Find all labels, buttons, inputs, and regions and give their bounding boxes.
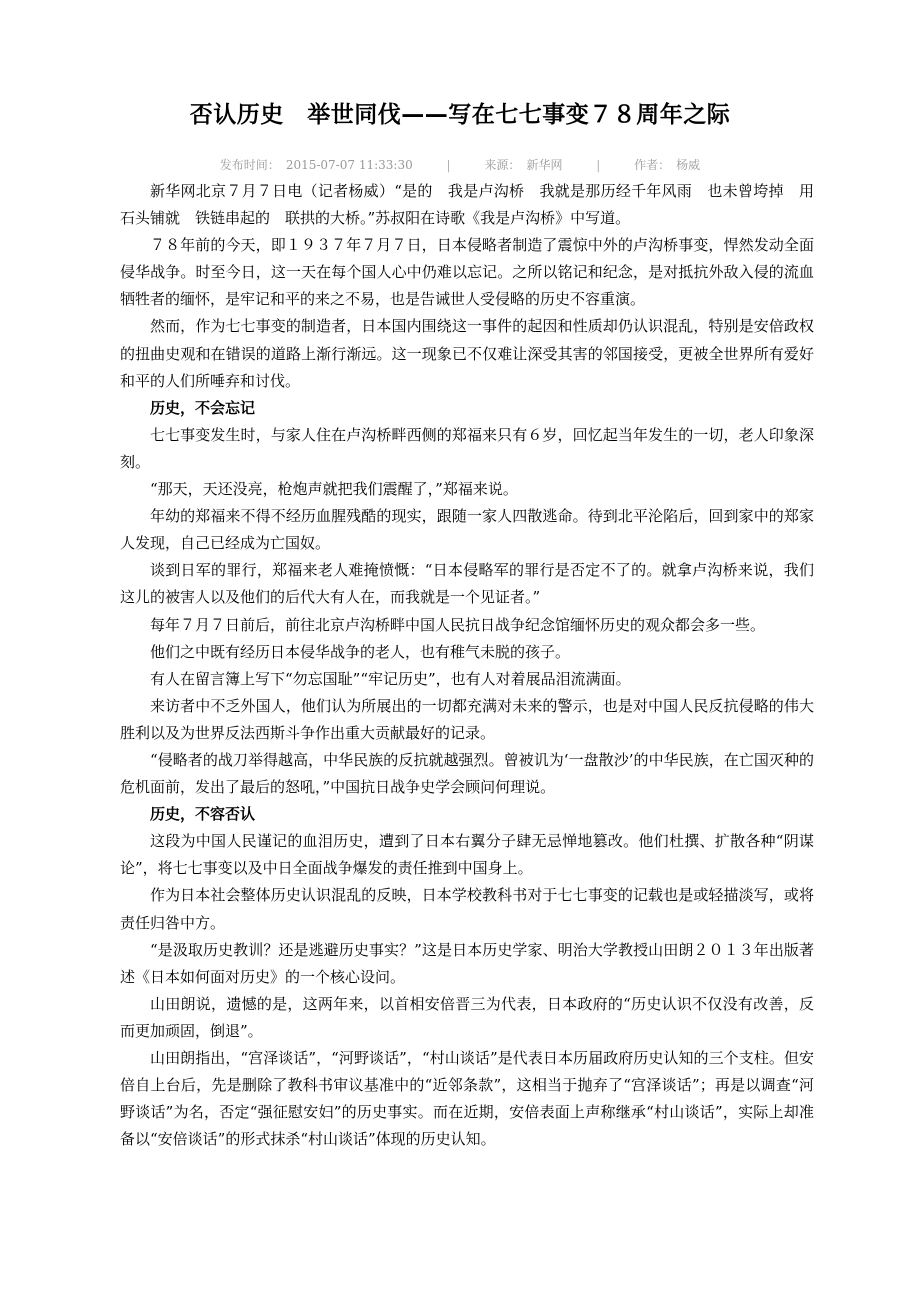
article-meta <box>0 155 920 175</box>
paragraph: 年幼的郑福来不得不经历血腥残酷的现实，跟随一家人四散逃命。待到北平沦陷后，回到家中的郑家人发现，自己已经成为亡国奴。 <box>120 507 814 553</box>
paragraph: 来访者中不乏外国人，他们认为所展出的一切都充满对未来的警示，也是对中国人民反抗侵略的伟大胜利以及为世界反法西斯斗争作出重大贡献最好的记录。 <box>120 696 814 742</box>
paragraph: 有人在留言簿上写下“勿忘国耻”“牢记历史”，也有人对着展品泪流满面。 <box>150 669 631 688</box>
paragraph: 山田朗指出，“宫泽谈话”，“河野谈话”，“村山谈话”是代表日本历届政府历史认知的三个支柱。但安倍自上台后，先是删除了教科书审议基准中的“近邻条款”，这相当于抛弃了“宫泽谈话”；再是以调查“河野谈话”为名，否定“强征慰安妇”的历史事实。而在近期，安倍表面上声称继承“村山谈话”，实际上却准备以“安倍谈话”的形式抹杀“村山谈话”体现的历史认知。 <box>120 1049 814 1149</box>
publish-time-label: 发布时间： <box>219 158 280 172</box>
paragraph: 山田朗说，遗憾的是，这两年来，以首相安倍晋三为代表，日本政府的“历史认识不仅没有改善，反而更加顽固，倒退”。 <box>120 994 814 1040</box>
paragraph: “那天，天还没亮，枪炮声就把我们震醒了，”郑福来说。 <box>150 480 518 499</box>
section-heading: 历史，不容否认 <box>150 805 256 824</box>
source: 新华网 <box>526 158 563 172</box>
source-label: 来源： <box>484 158 521 172</box>
paragraph: 谈到日军的罪行，郑福来老人难掩愤慨：“日本侵略军的罪行是否定不了的。就拿卢沟桥来说，我们这儿的被害人以及他们的后代大有人在，而我就是一个见证者。” <box>120 561 814 607</box>
paragraph: “侵略者的战刀举得越高，中华民族的反抗就越强烈。曾被讥为‘一盘散沙’的中华民族，在亡国灭种的危机面前，发出了最后的怒吼，”中国抗日战争史学会顾问何理说。 <box>120 750 814 797</box>
article-title: 否认历史 举世同伐——写在七七事变７８周年之际 <box>189 102 731 128</box>
paragraph: ７８年前的今天，即１９３７年７月７日，日本侵略者制造了震惊中外的卢沟桥事变，悍然发动全面侵华战争。时至今日，这一天在每个国人心中仍难以忘记。之所以铭记和纪念，是对抵抗外敌入侵的流血牺牲者的缅怀，是牢记和平的来之不易，也是告诫世人受侵略的历史不容重演。 <box>120 236 814 309</box>
article-body <box>120 178 814 1153</box>
author-label: 作者： <box>634 158 671 172</box>
paragraph: 然而，作为七七事变的制造者，日本国内围绕这一事件的起因和性质却仍认识混乱，特别是安倍政权的扭曲史观和在错误的道路上渐行渐远。这一现象已不仅难让深受其害的邻国接受，更被全世界所有爱好和平的人们所唾弃和讨伐。 <box>120 317 814 390</box>
paragraph: “是汲取历史教训？还是逃避历史事实？”这是日本历史学家、明治大学教授山田朗２０１３年出版著述《日本如何面对历史》的一个核心设问。 <box>120 940 814 986</box>
author: 杨威 <box>676 158 701 172</box>
paragraph: 新华网北京７月７日电（记者杨威）“是的 我是卢沟桥 我就是那历经千年风雨 也未曾垮掉 用石头铺就 铁链串起的 联拱的大桥。”苏叔阳在诗歌《我是卢沟桥》中写道。 <box>120 182 814 228</box>
paragraph: 这段为中国人民谨记的血泪历史，遭到了日本右翼分子肆无忌惮地篡改。他们杜撰、扩散各种“阴谋论”，将七七事变以及中日全面战争爆发的责任推到中国身上。 <box>120 832 814 878</box>
publish-time: 2015-07-07 11:33:30 <box>285 158 413 172</box>
paragraph: 作为日本社会整体历史认识混乱的反映，日本学校教科书对于七七事变的记载也是或轻描淡写，或将责任归咎中方。 <box>120 886 814 932</box>
meta-divider: | <box>596 158 601 172</box>
section-heading: 历史，不会忘记 <box>150 398 256 417</box>
paragraph: 他们之中既有经历日本侵华战争的老人，也有稚气未脱的孩子。 <box>150 642 571 661</box>
meta-divider: | <box>446 158 451 172</box>
paragraph: 七七事变发生时，与家人住在卢沟桥畔西侧的郑福来只有６岁，回忆起当年发生的一切，老人印象深刻。 <box>120 425 814 471</box>
paragraph: 每年７月７日前后，前往北京卢沟桥畔中国人民抗日战争纪念馆缅怀历史的观众都会多一些。 <box>150 615 766 634</box>
